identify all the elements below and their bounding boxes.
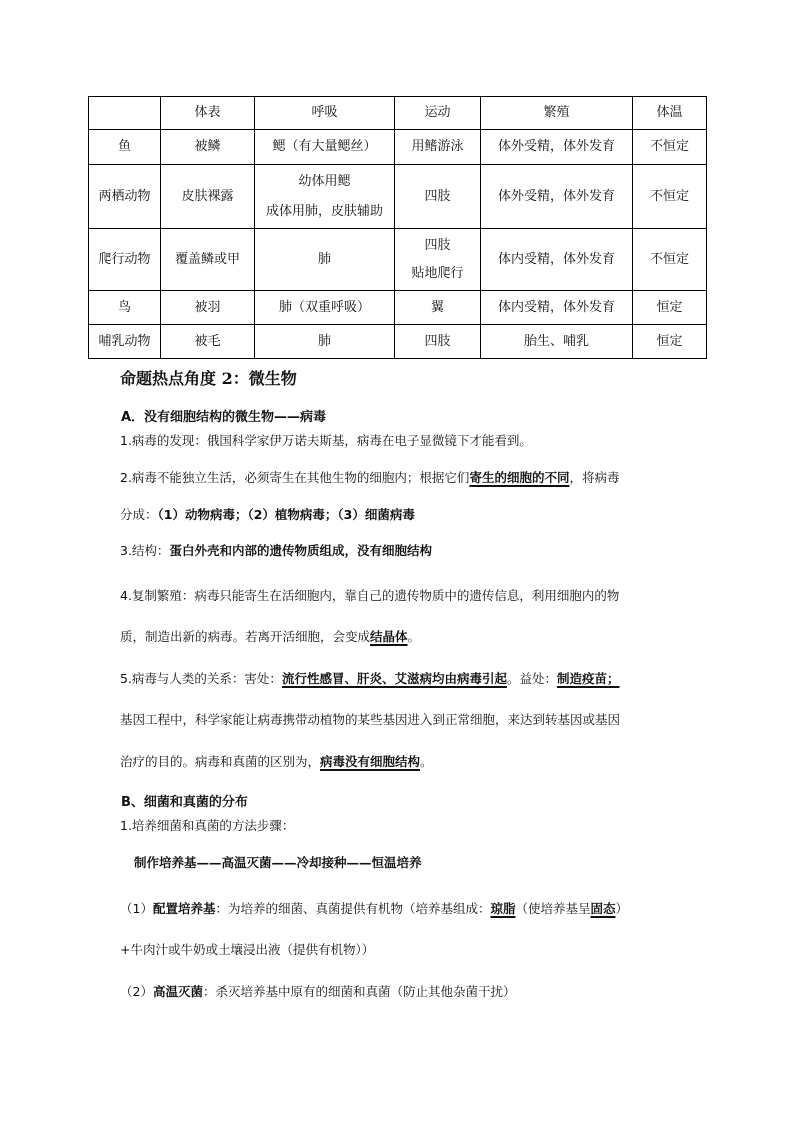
paragraph-4-line-2 bbox=[120, 628, 420, 646]
movement-cell bbox=[395, 291, 481, 325]
key-term: 制造疫苗； bbox=[556, 671, 620, 686]
text-run: （1） bbox=[120, 901, 153, 916]
table-row bbox=[89, 165, 707, 229]
movement-line: 贴地爬行 bbox=[411, 265, 464, 281]
text-run: ：杀灭培养基中原有的细菌和真菌（防止其他杂菌干扰） bbox=[202, 984, 516, 999]
breathing-cell bbox=[255, 229, 395, 291]
header-cell bbox=[89, 97, 161, 130]
paragraph-b-3 bbox=[120, 983, 515, 1001]
header-cell: 体表 bbox=[161, 97, 255, 130]
breathing-cell bbox=[255, 130, 395, 165]
temperature-cell: 不恒定 bbox=[633, 229, 707, 291]
paragraph-2-line-1 bbox=[120, 469, 619, 487]
animal-name-cell: 鱼 bbox=[89, 130, 161, 165]
key-term: （1）动物病毒；（2）植物病毒；（3）细菌病毒 bbox=[157, 507, 415, 522]
surface-cell: 被毛 bbox=[161, 325, 255, 359]
header-cell: 呼吸 bbox=[255, 97, 395, 130]
table-row bbox=[89, 229, 707, 291]
surface-cell: 覆盖鳞或甲 bbox=[161, 229, 255, 291]
header-cell: 体温 bbox=[633, 97, 707, 130]
key-term: 病毒没有细胞结构 bbox=[320, 754, 421, 769]
breathing-cell bbox=[255, 291, 395, 325]
paragraph-b-2-line-1 bbox=[120, 900, 628, 918]
temperature-cell: 恒定 bbox=[633, 291, 707, 325]
paragraph-2-line-2 bbox=[120, 506, 415, 524]
movement-cell bbox=[395, 165, 481, 229]
text-run: 3.结构： bbox=[120, 543, 170, 558]
table-header-row bbox=[89, 97, 707, 130]
section-title: 命题热点角度 2：微生物 bbox=[120, 369, 297, 388]
text-run: 5.病毒与人类的关系：害处： bbox=[120, 671, 282, 686]
header-cell: 运动 bbox=[395, 97, 481, 130]
key-term: 流行性感冒、肝炎、艾滋病均由病毒引起 bbox=[281, 671, 507, 686]
key-term: 高温灭菌 bbox=[152, 984, 203, 999]
text-run: ，将病毒 bbox=[569, 470, 620, 485]
movement-line: 四肢 bbox=[424, 237, 451, 253]
paragraph-5-line-2: 基因工程中，科学家能让病毒携带动植物的某些基因进入到正常细胞，来达到转基因或基因 bbox=[120, 712, 621, 727]
breathing-line: 肺（双重呼吸） bbox=[278, 299, 370, 315]
breathing-line: 成体用肺，皮肤辅助 bbox=[265, 203, 383, 219]
text-run: ：为培养的细菌、真菌提供有机物（培养基组成： bbox=[215, 901, 491, 916]
movement-cell bbox=[395, 229, 481, 291]
text-run: 2.病毒不能独立生活，必须寄生在其他生物的细胞内；根据它们 bbox=[120, 470, 470, 485]
movement-cell bbox=[395, 325, 481, 359]
temperature-cell: 恒定 bbox=[633, 325, 707, 359]
table-row bbox=[89, 130, 707, 165]
paragraph-4-line-1: 4.复制繁殖：病毒只能寄生在活细胞内，靠自己的遗传物质中的遗传信息，利用细胞内的物 bbox=[120, 588, 620, 603]
key-term: 配置培养基 bbox=[152, 901, 216, 916]
paragraph-b-1: 1.培养细菌和真菌的方法步骤： bbox=[120, 818, 295, 833]
reproduction-cell: 体外受精，体外发育 bbox=[481, 130, 633, 165]
breathing-cell bbox=[255, 325, 395, 359]
text-run: 分成： bbox=[120, 507, 158, 522]
animal-name-cell: 爬行动物 bbox=[89, 229, 161, 291]
surface-cell: 皮肤裸露 bbox=[161, 165, 255, 229]
movement-line: 翼 bbox=[430, 299, 444, 315]
movement-line: 四肢 bbox=[424, 188, 451, 204]
breathing-line: 肺 bbox=[317, 251, 331, 267]
header-cell: 繁殖 bbox=[481, 97, 633, 130]
surface-cell: 被鳞 bbox=[161, 130, 255, 165]
reproduction-cell: 体外受精，体外发育 bbox=[481, 165, 633, 229]
temperature-cell: 不恒定 bbox=[633, 165, 707, 229]
animal-comparison-table bbox=[88, 96, 707, 359]
key-term: 琼脂 bbox=[490, 901, 516, 916]
table-row bbox=[89, 291, 707, 325]
text-run: 。 bbox=[420, 754, 433, 769]
key-term: 寄生的细胞的不同 bbox=[469, 470, 570, 485]
paragraph-b-2-line-2: +牛肉汁或牛奶或土壤浸出液（提供有机物）） bbox=[120, 942, 375, 957]
breathing-line: 幼体用鳃 bbox=[298, 173, 351, 189]
text-run: ） bbox=[615, 901, 629, 916]
paragraph-5-line-1 bbox=[120, 670, 619, 688]
movement-cell bbox=[395, 130, 481, 165]
text-run: （2） bbox=[120, 984, 153, 999]
breathing-line: 鳃（有大量鳃丝） bbox=[272, 139, 377, 154]
reproduction-cell: 体内受精，体外发育 bbox=[481, 229, 633, 291]
culture-steps: 制作培养基——高温灭菌——冷却接种——恒温培养 bbox=[134, 855, 422, 870]
section-b-heading: B、细菌和真菌的分布 bbox=[121, 795, 248, 810]
paragraph-5-line-3 bbox=[120, 753, 433, 771]
key-term: 固态 bbox=[590, 901, 616, 916]
reproduction-cell: 胎生、哺乳 bbox=[481, 325, 633, 359]
key-term: 结晶体 bbox=[370, 629, 408, 644]
table-row bbox=[89, 325, 707, 359]
movement-line: 用鳍游泳 bbox=[411, 139, 464, 154]
section-a-heading: A．没有细胞结构的微生物——病毒 bbox=[121, 410, 327, 425]
paragraph-1: 1.病毒的发现：俄国科学家伊万诺夫斯基，病毒在电子显微镜下才能看到。 bbox=[120, 433, 532, 448]
text-run: （使培养基呈 bbox=[515, 901, 591, 916]
text-run: 。 bbox=[407, 629, 421, 644]
surface-cell: 被羽 bbox=[161, 291, 255, 325]
animal-name-cell: 鸟 bbox=[89, 291, 161, 325]
breathing-line: 肺 bbox=[317, 333, 331, 349]
animal-name-cell: 哺乳动物 bbox=[89, 325, 161, 359]
text-run: 质，制造出新的病毒。若离开活细胞，会变成 bbox=[120, 629, 371, 644]
temperature-cell: 不恒定 bbox=[633, 130, 707, 165]
movement-line: 四肢 bbox=[424, 333, 451, 349]
breathing-cell bbox=[255, 165, 395, 229]
reproduction-cell: 体内受精，体外发育 bbox=[481, 291, 633, 325]
text-run: 治疗的目的。病毒和真菌的区别为， bbox=[120, 754, 321, 769]
key-term: 蛋白外壳和内部的遗传物质组成，没有细胞结构 bbox=[169, 543, 432, 558]
text-run: 。益处： bbox=[506, 671, 557, 686]
paragraph-3 bbox=[120, 542, 432, 560]
animal-name-cell: 两栖动物 bbox=[89, 165, 161, 229]
